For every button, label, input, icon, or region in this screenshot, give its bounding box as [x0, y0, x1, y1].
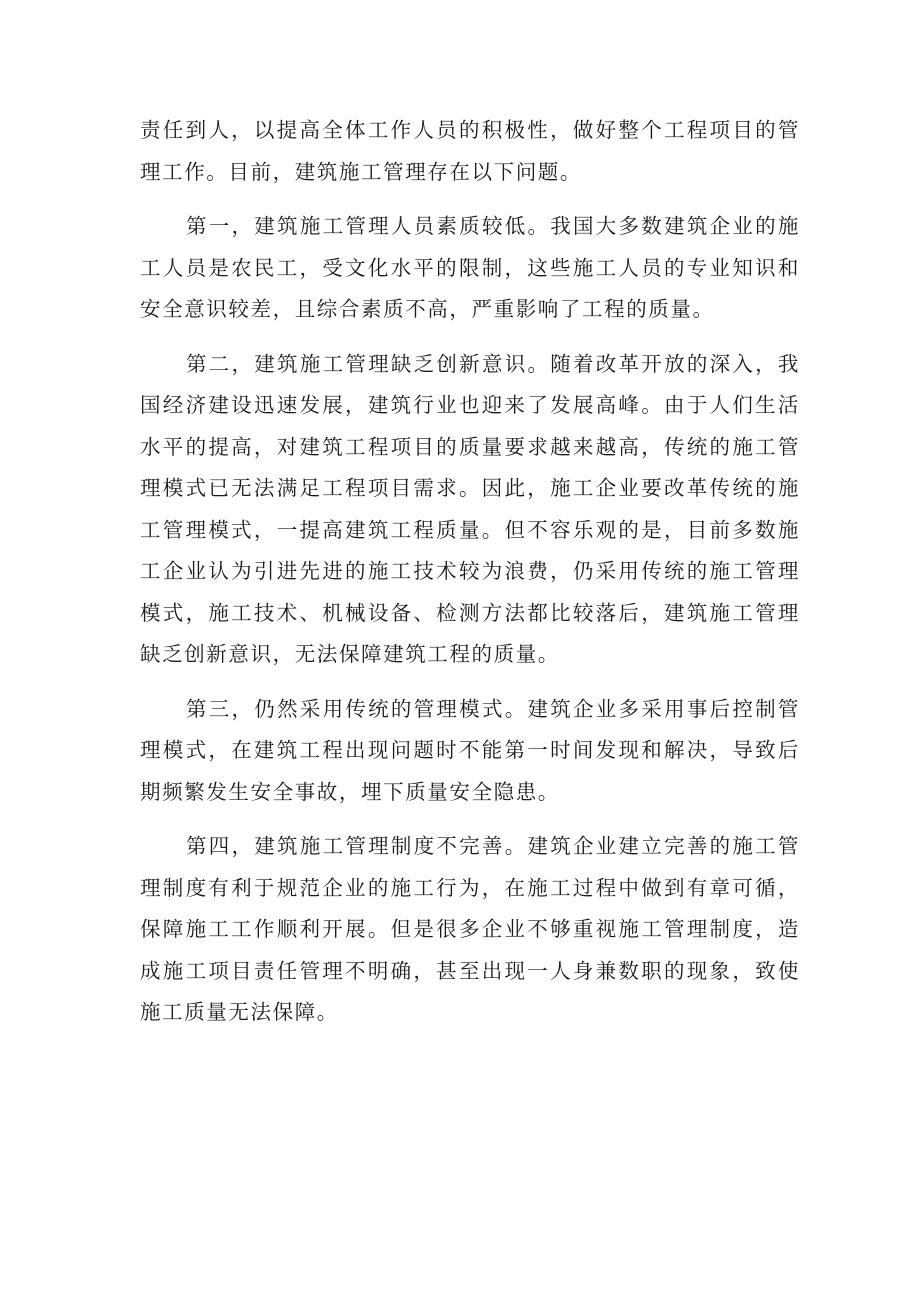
paragraph-fourth-issue: 第四，建筑施工管理制度不完善。建筑企业建立完善的施工管理制度有利于规范企业的施工行为，在施工过程中做到有章可循，保障施工工作顺利开展。但是很多企业不够重视施工管理制度，造成施工项目责任管理不明确，甚至出现一人身兼数职的现象，致使施工质量无法保障。 [140, 834, 800, 1024]
paragraph-first-issue: 第一，建筑施工管理人员素质较低。我国大多数建筑企业的施工人员是农民工，受文化水平的限制，这些施工人员的专业知识和安全意识较差，且综合素质不高，严重影响了工程的质量。 [140, 214, 800, 321]
paragraph-second-issue: 第二，建筑施工管理缺乏创新意识。随着改革开放的深入，我国经济建设迅速发展，建筑行业也迎来了发展高峰。由于人们生活水平的提高，对建筑工程项目的质量要求越来越高，传统的施工管理模式已无法满足工程项目需求。因此，施工企业要改革传统的施工管理模式，一提高建筑工程质量。但不容乐观的是，目前多数施工企业认为引进先进的施工技术较为浪费，仍采用传统的施工管理模式，施工技术、机械设备、检测方法都比较落后，建筑施工管理缺乏创新意识，无法保障建筑工程的质量。 [140, 351, 800, 666]
paragraph-continuation: 责任到人，以提高全体工作人员的积极性，做好整个工程项目的管理工作。目前，建筑施工管理存在以下问题。 [140, 118, 800, 184]
paragraph-third-issue: 第三，仍然采用传统的管理模式。建筑企业多采用事后控制管理模式，在建筑工程出现问题时不能第一时间发现和解决，导致后期频繁发生安全事故，埋下质量安全隐患。 [140, 696, 800, 804]
document-body [140, 110, 800, 1047]
